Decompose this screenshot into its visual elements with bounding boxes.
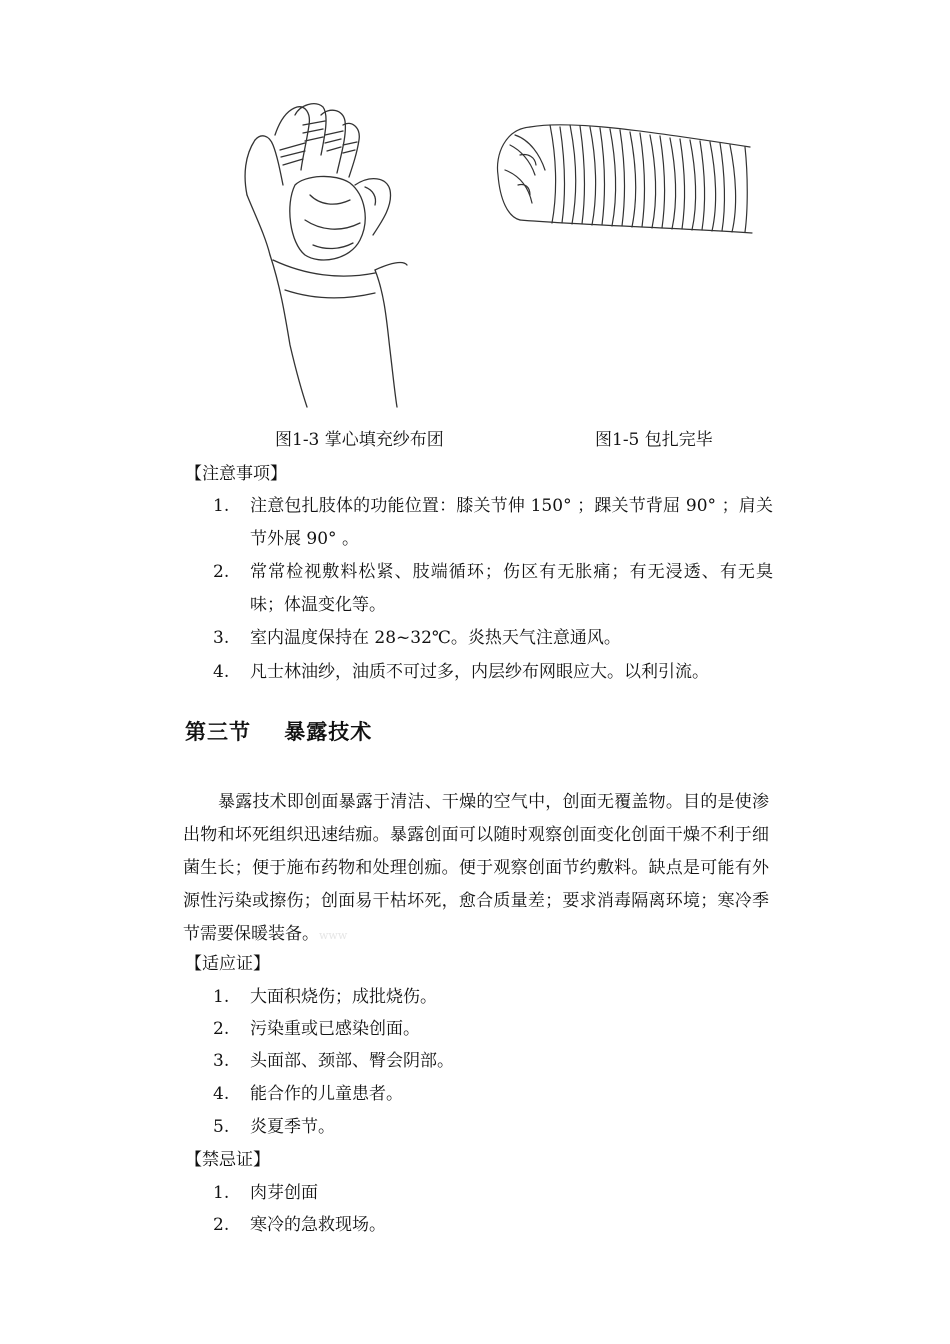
item-text: 污染重或已感染创面。 bbox=[250, 1019, 420, 1039]
item-number: 2. bbox=[213, 1019, 230, 1039]
indications-item-5 bbox=[213, 1111, 773, 1144]
contraindications-item-1 bbox=[213, 1177, 773, 1210]
item-text: 头面部、颈部、臀会阴部。 bbox=[250, 1051, 454, 1071]
item-text: 凡士林油纱，油质不可过多，内层纱布网眼应大。以利引流。 bbox=[250, 662, 709, 682]
contraindications-item-2 bbox=[213, 1209, 773, 1242]
item-number: 3. bbox=[213, 628, 230, 648]
item-text: 寒冷的急救现场。 bbox=[250, 1215, 386, 1235]
item-text: 肉芽创面 bbox=[250, 1183, 318, 1203]
item-text: 能合作的儿童患者。 bbox=[250, 1084, 403, 1104]
section-paragraph bbox=[183, 786, 769, 952]
notes-item-2 bbox=[213, 556, 773, 622]
item-number: 1. bbox=[213, 1183, 230, 1203]
item-text: 炎夏季节。 bbox=[250, 1117, 335, 1137]
faint-watermark: www bbox=[319, 929, 348, 942]
notes-item-4 bbox=[213, 656, 773, 689]
indications-item-1 bbox=[213, 981, 773, 1014]
item-number: 4. bbox=[213, 662, 230, 682]
item-text: 室内温度保持在 28~32℃。炎热天气注意通风。 bbox=[250, 628, 621, 648]
figure-1-3-caption: 图1-3 掌心填充纱布团 bbox=[275, 430, 444, 450]
bandaged-limb-drawing-icon bbox=[490, 115, 760, 240]
figure-1-5-caption: 图1-5 包扎完毕 bbox=[595, 430, 713, 450]
indications-item-3 bbox=[213, 1045, 773, 1078]
section-heading: 第三节 暴露技术 bbox=[185, 720, 373, 744]
indications-item-4 bbox=[213, 1078, 773, 1111]
figure-1-3-image bbox=[225, 95, 415, 410]
indications-label: 【适应证】 bbox=[185, 954, 270, 974]
indications-item-2 bbox=[213, 1013, 773, 1046]
figure-1-5-image bbox=[490, 115, 760, 240]
item-text: 常常检视敷料松紧、肢端循环；伤区有无胀痛；有无浸透、有无臭味；体温变化等。 bbox=[250, 562, 773, 615]
item-number: 4. bbox=[213, 1084, 230, 1104]
notes-item-1 bbox=[213, 490, 773, 556]
notes-label: 【注意事项】 bbox=[185, 464, 287, 484]
bandaged-hand-drawing-icon bbox=[225, 95, 415, 410]
item-number: 1. bbox=[213, 496, 230, 516]
item-number: 3. bbox=[213, 1051, 230, 1071]
item-text: 注意包扎肢体的功能位置：膝关节伸 150° ；踝关节背屈 90° ；肩关节外展 90° 。 bbox=[250, 496, 773, 549]
item-number: 2. bbox=[213, 1215, 230, 1235]
item-number: 1. bbox=[213, 987, 230, 1007]
notes-item-3 bbox=[213, 622, 773, 655]
contraindications-label: 【禁忌证】 bbox=[185, 1150, 270, 1170]
item-text: 大面积烧伤；成批烧伤。 bbox=[250, 987, 437, 1007]
item-number: 2. bbox=[213, 562, 230, 582]
paragraph-text: 暴露技术即创面暴露于清洁、干燥的空气中，创面无覆盖物。目的是使渗出物和坏死组织迅速结痂。暴露创面可以随时观察创面变化创面干燥不利于细菌生长；便于施布药物和处理创痂。便于观察创面节约敷料。缺点是可能有外源性污染或擦伤；创面易干枯坏死，愈合质量差；要求消毒隔离环境；寒冷季节需要保暖装备。 bbox=[183, 792, 769, 944]
item-number: 5. bbox=[213, 1117, 230, 1137]
